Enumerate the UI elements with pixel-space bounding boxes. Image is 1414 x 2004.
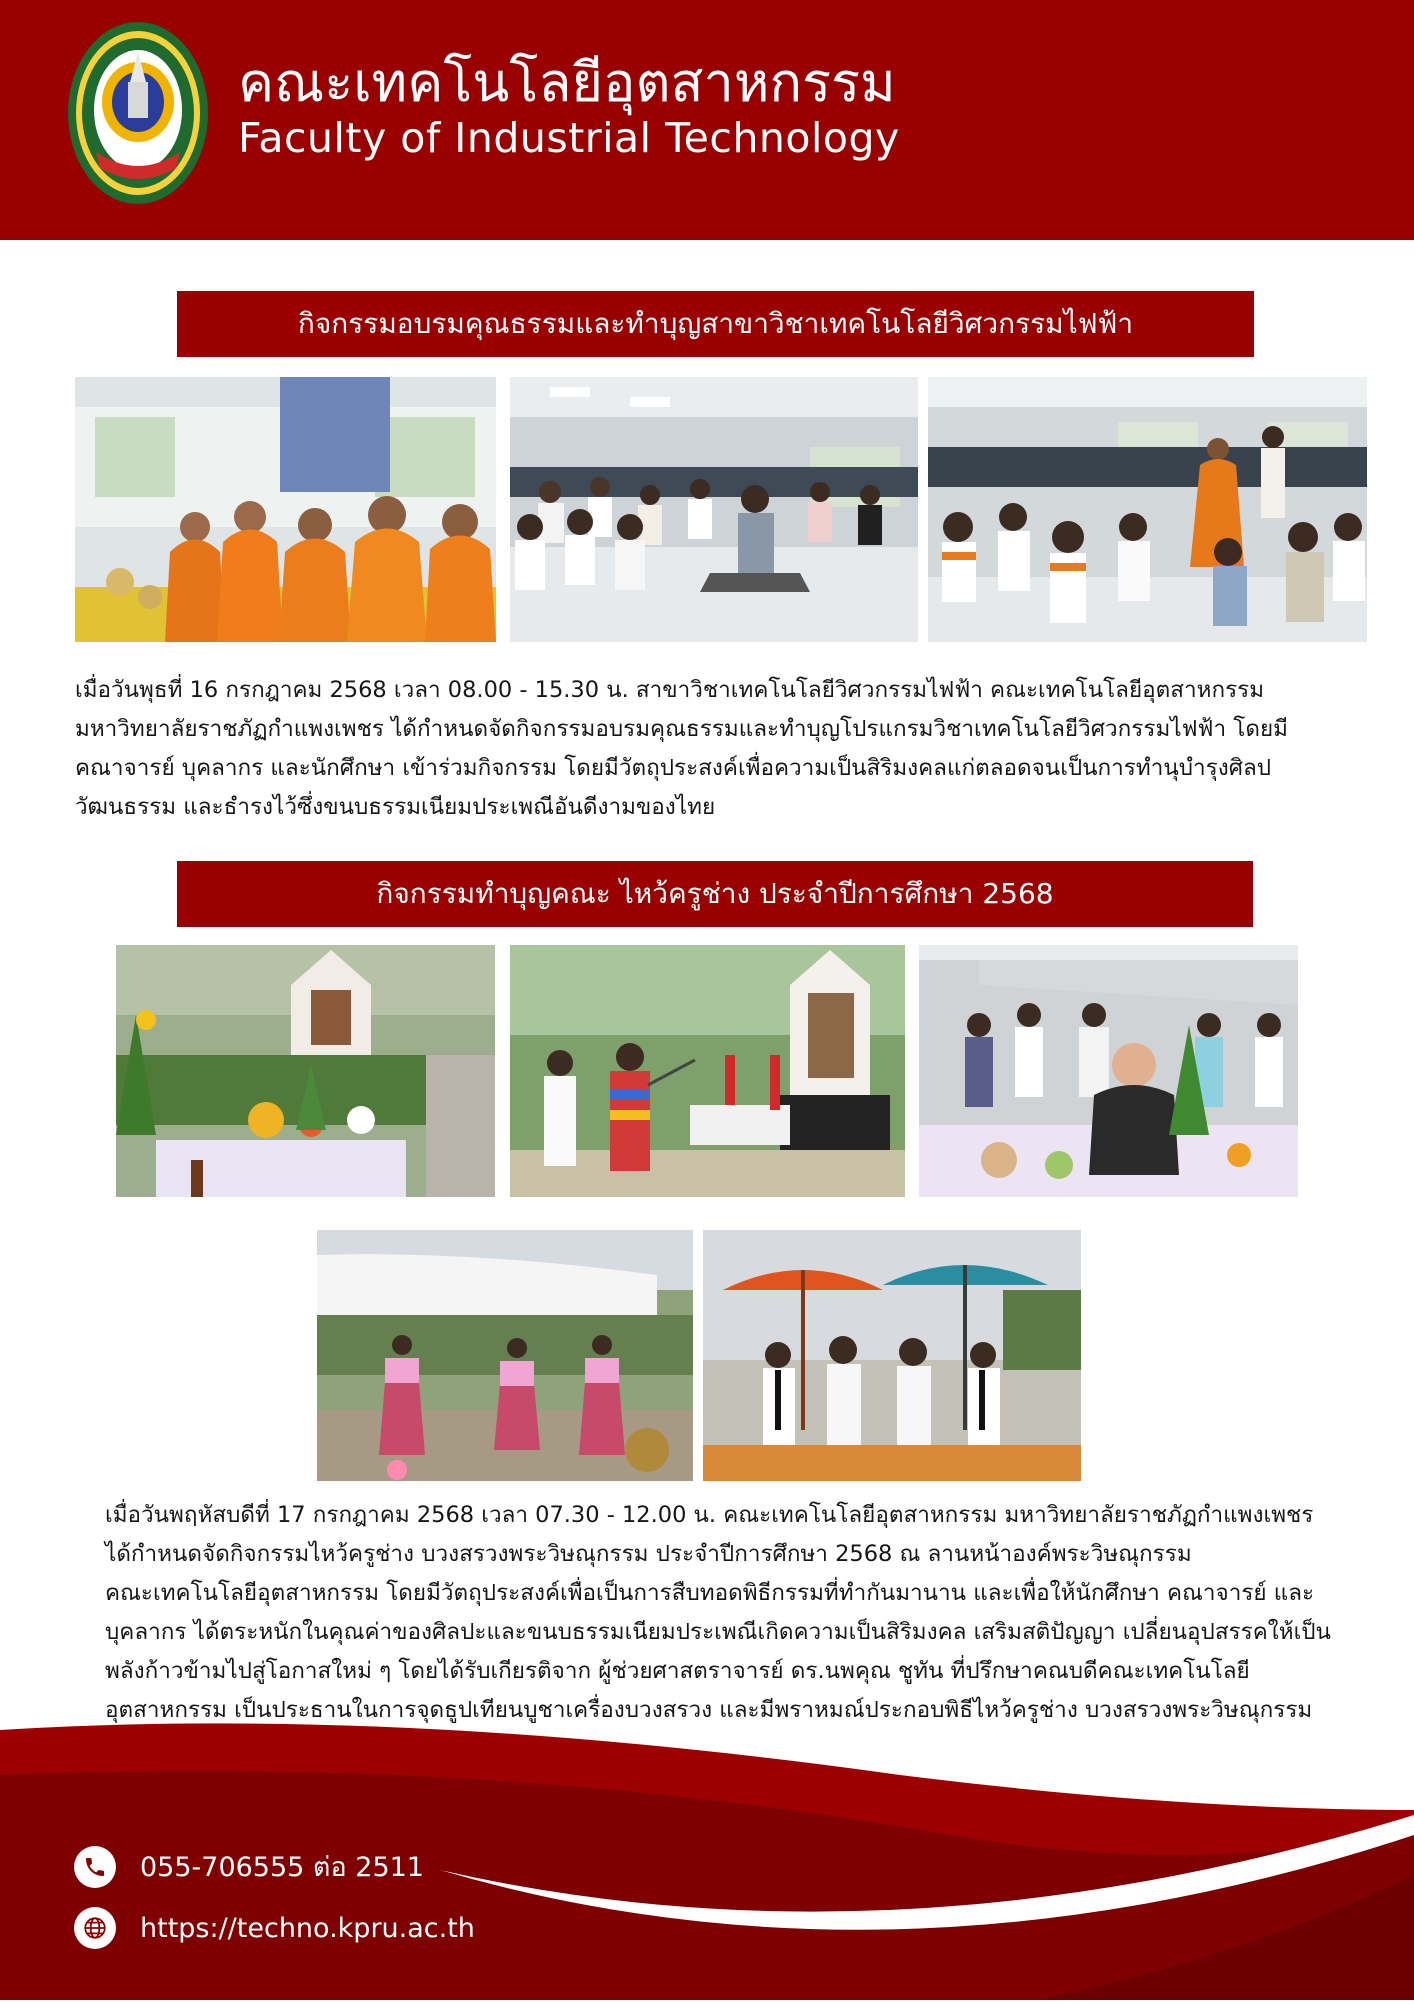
- section1-heading: กิจกรรมอบรมคุณธรรมและทำบุญสาขาวิชาเทคโนโลยีวิศวกรรมไฟฟ้า: [297, 307, 1134, 340]
- header-bar: [0, 0, 1414, 240]
- section2-line-1: เมื่อวันพฤหัสบดีที่ 17 กรกฎาคม 2568 เวลา 07.30 - 12.00 น. คณะเทคโนโลยีอุตสาหกรรม มหาวิทยาลัยราชภัฏกำแพงเพชร: [105, 1502, 1314, 1528]
- section1-line-2: มหาวิทยาลัยราชภัฏกำแพงเพชร ได้กำหนดจัดกิจกรรมอบรมคุณธรรมและทำบุญโปรแกรมวิชาเทคโนโลยีวิศวกรรมไฟฟ้า โดยมี: [75, 716, 1288, 742]
- photo-thai-dance-performance: [317, 1230, 693, 1481]
- photo-monks-chanting: [75, 377, 496, 642]
- section1-description: [75, 671, 1288, 827]
- section1-line-3: คณาจารย์ บุคลากร และนักศึกษา เข้าร่วมกิจกรรม โดยมีวัตถุประสงค์เพื่อความเป็นสิริมงคลแก่ตลอดจนเป็นการทำนุบำรุงศิลป: [75, 755, 1272, 781]
- photo-students-in-hall: [510, 377, 918, 642]
- section2-line-2: ได้กำหนดจัดกิจกรรมไหว้ครูช่าง บวงสรวงพระวิษณุกรรม ประจำปีการศึกษา 2568 ณ ลานหน้าองค์พระวิษณุกรรม: [105, 1541, 1192, 1567]
- photo-vishnukarma-shrine-offerings: [116, 945, 495, 1197]
- contact-phone-row: [74, 1845, 424, 1888]
- photo-dean-paying-respect: [919, 945, 1298, 1197]
- website-link[interactable]: https://techno.kpru.ac.th: [140, 1912, 475, 1944]
- section2-heading: กิจกรรมทำบุญคณะ ไหว้ครูช่าง ประจำปีการศึกษา 2568: [376, 877, 1054, 910]
- section2-line-6: อุตสาหกรรม เป็นประธานในการจุดธูปเทียนบูชาเครื่องบวงสรวง และมีพราหมณ์ประกอบพิธีไหว้ครูช่าง บวงสรวงพระวิษณุกรรม: [105, 1697, 1313, 1723]
- photo-monk-blessing-students: [928, 377, 1367, 642]
- section1-line-1: เมื่อวันพุธที่ 16 กรกฎาคม 2568 เวลา 08.00 - 15.30 น. สาขาวิชาเทคโนโลยีวิศวกรรมไฟฟ้า คณะเทคโนโลยีอุตสาหกรรม: [75, 677, 1265, 703]
- section2-line-4: บุคลากร ได้ตระหนักในคุณค่าของศิลปะและขนบธรรมเนียมประเพณีเกิดความเป็นสิริมงคล เสริมสติปัญญา เปลี่ยนอุปสรรคให้เป็น: [105, 1619, 1331, 1645]
- faculty-title-thai: คณะเทคโนโลยีอุตสาหกรรม: [238, 51, 896, 114]
- phone-number: 055-706555 ต่อ 2511: [140, 1852, 424, 1883]
- photo-lighting-candles-ceremony: [510, 945, 905, 1197]
- faculty-title-english: Faculty of Industrial Technology: [238, 114, 900, 162]
- section2-description: [105, 1496, 1331, 1730]
- globe-icon: [74, 1907, 116, 1949]
- section2-line-3: คณะเทคโนโลยีอุตสาหกรรม โดยมีวัตถุประสงค์เพื่อเป็นการสืบทอดพิธีกรรมที่ทำกันมานาน และเพื่อให้นักศึกษา คณาจารย์ และ: [105, 1580, 1315, 1606]
- section2-heading-banner: [177, 861, 1253, 927]
- section2-line-5: พลังก้าวข้ามไปสู่โอกาสใหม่ ๆ โดยได้รับเกียรติจาก ผู้ช่วยศาสตราจารย์ ดร.นพคุณ ชูทัน ที่ปรึกษาคณบดีคณะเทคโนโลยี: [105, 1658, 1250, 1684]
- photo-brahmin-ceremony-umbrellas: [703, 1230, 1081, 1481]
- contact-website-row: [74, 1907, 475, 1949]
- section1-line-4: วัฒนธรรม และธำรงไว้ซึ่งขนบธรรมเนียมประเพณีอันดีงามของไทย: [75, 794, 716, 820]
- phone-icon: [74, 1846, 116, 1888]
- university-seal-logo: [66, 20, 210, 206]
- section1-heading-banner: [177, 291, 1254, 357]
